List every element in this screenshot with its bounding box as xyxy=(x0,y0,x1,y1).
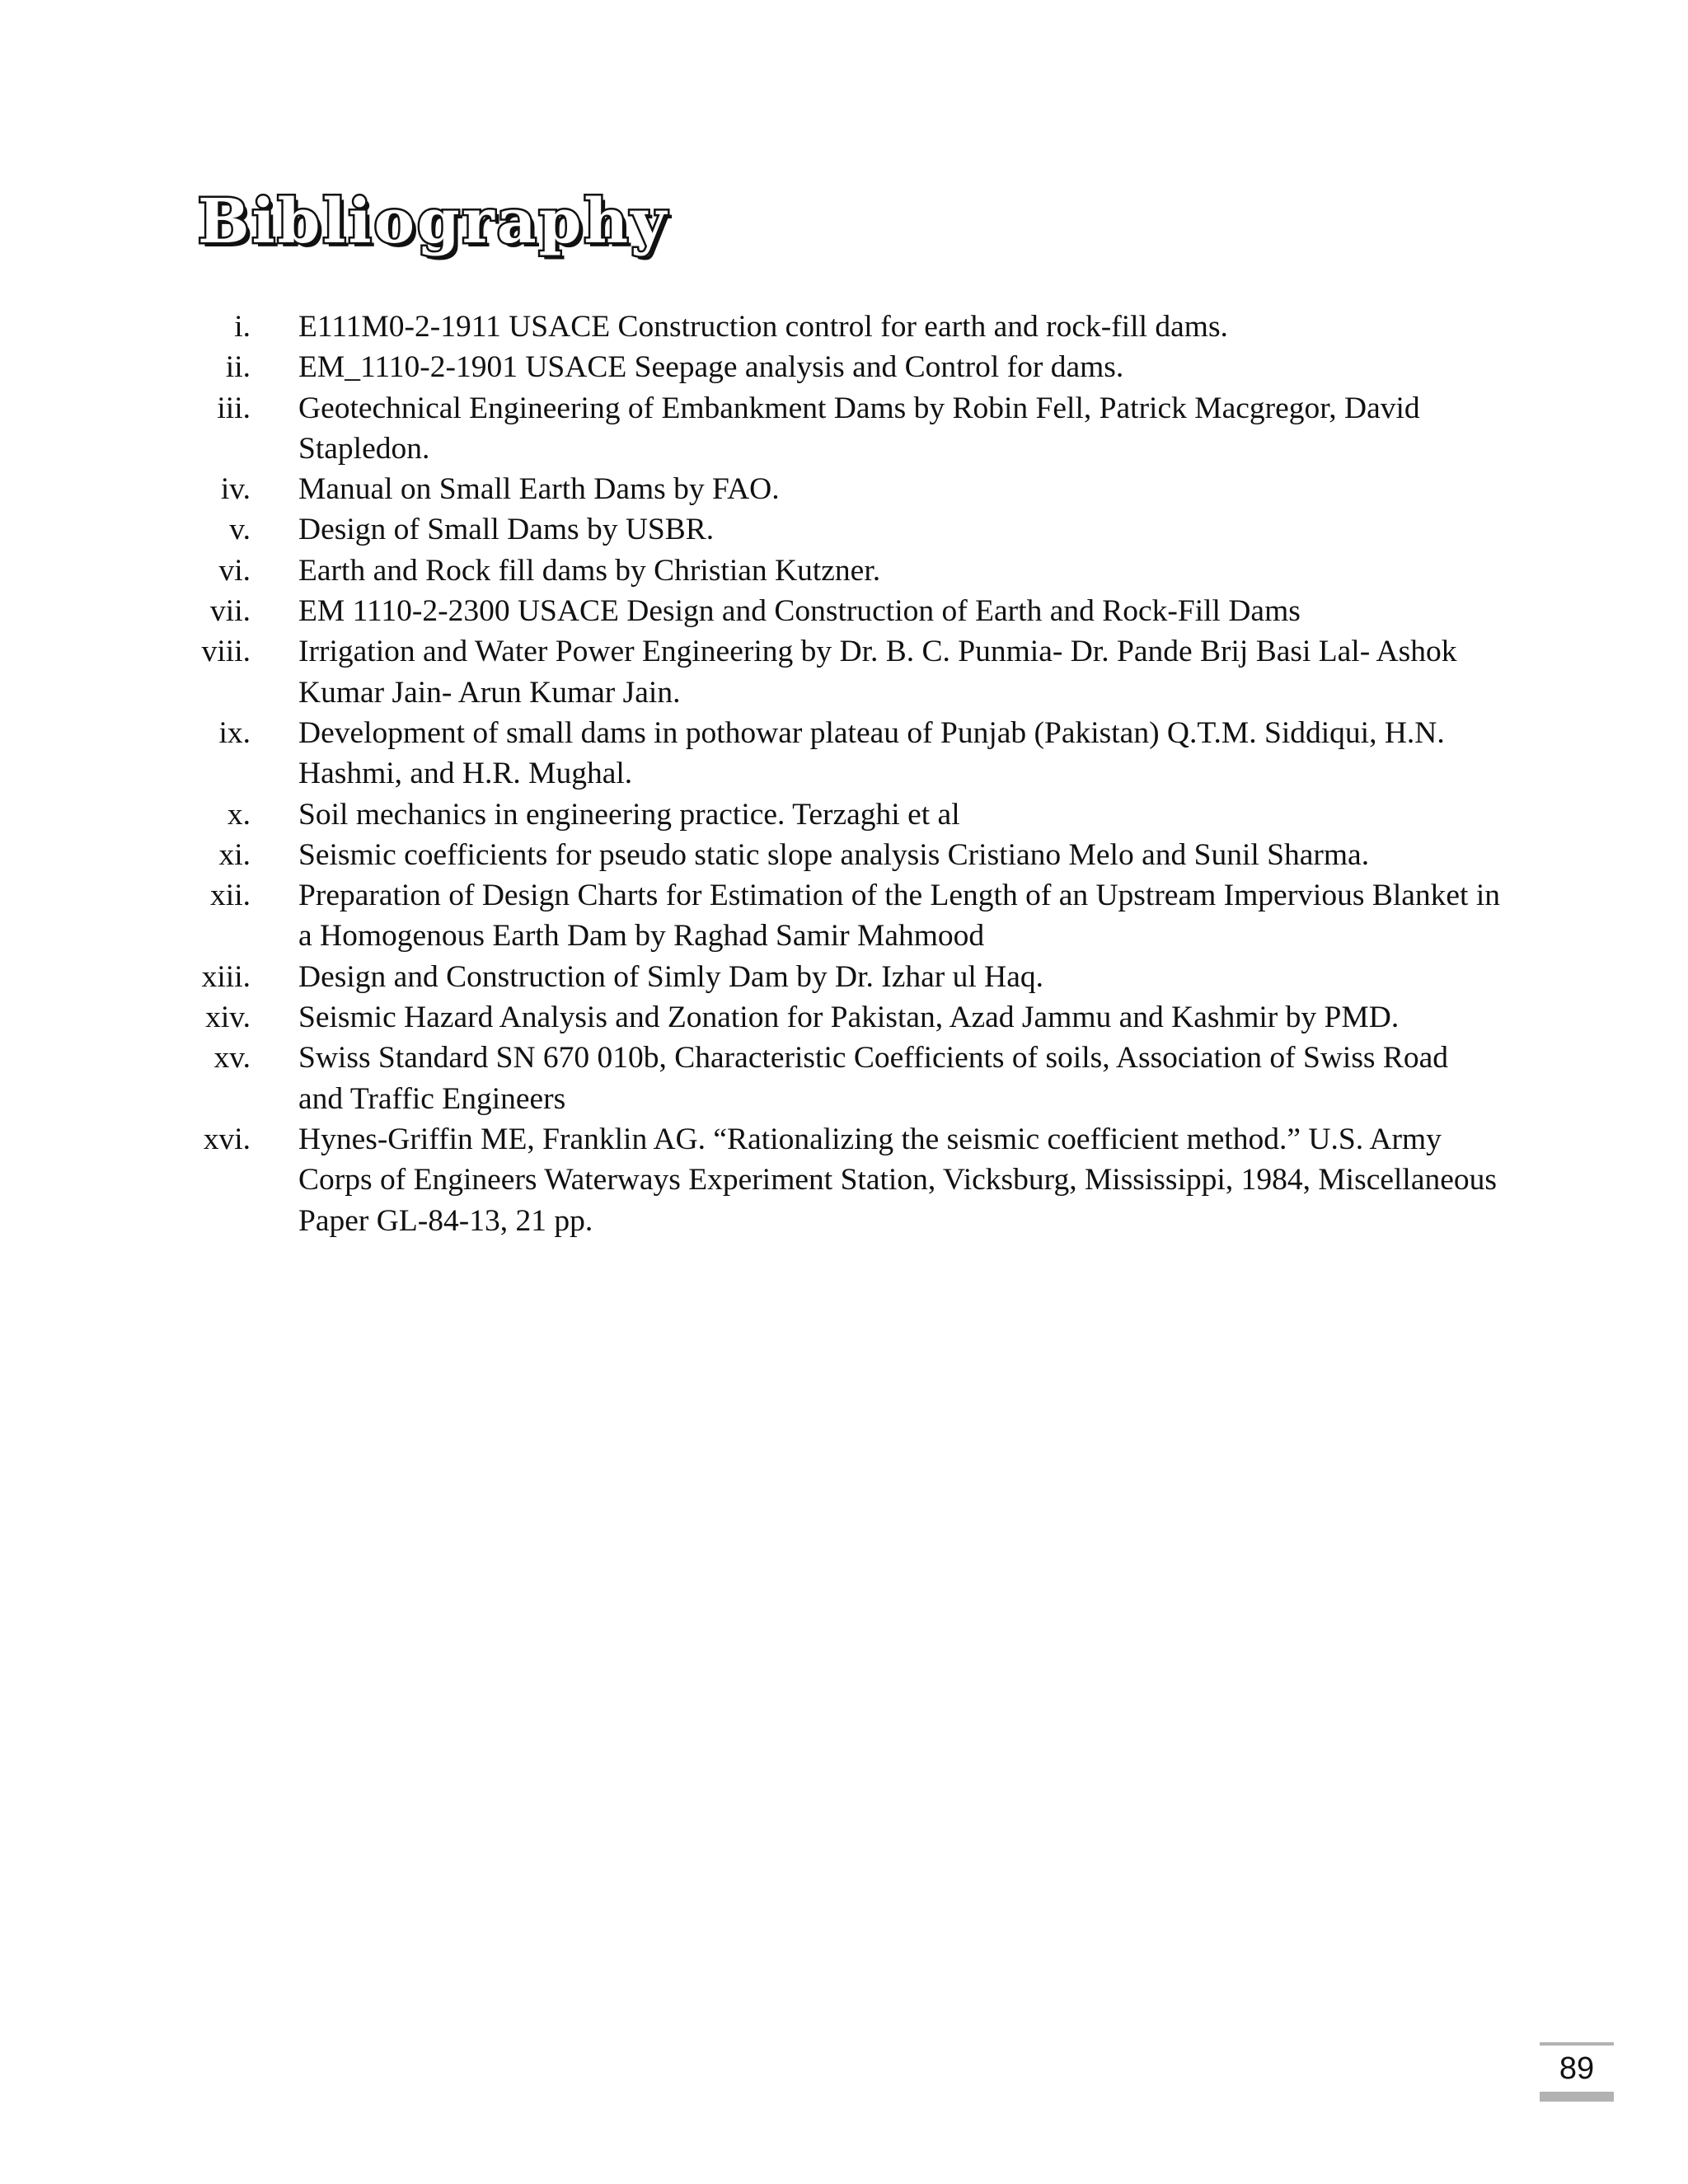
bibliography-entry xyxy=(165,1038,1500,1119)
bibliography-entry xyxy=(165,1119,1500,1241)
entry-text: Hynes-Griffin ME, Franklin AG. “Rationalizing the seismic coefficient method.” U.S. Army Corps of Engineers Waterways Experiment Station, Vicksburg, Mississippi, 1984, Miscellaneous Paper GL-84-13, 21 pp. xyxy=(298,1122,1497,1238)
bibliography-entry xyxy=(165,794,1500,835)
entry-numeral: ix. xyxy=(218,715,251,750)
bibliography-entry xyxy=(165,835,1500,875)
entry-numeral: xi. xyxy=(218,837,251,872)
entry-numeral: ii. xyxy=(225,350,251,385)
entry-text: Development of small dams in pothowar plateau of Punjab (Pakistan) Q.T.M. Siddiqui, H.N. Hashmi, and H.R. Mughal. xyxy=(298,715,1445,791)
entry-text: EM_1110-2-1901 USACE Seepage analysis and Control for dams. xyxy=(298,350,1124,385)
entry-numeral: xv. xyxy=(213,1041,251,1076)
entry-text: Soil mechanics in engineering practice. Terzaghi et al xyxy=(298,797,960,832)
bibliography-entry xyxy=(165,997,1500,1038)
bibliography-entry xyxy=(165,631,1500,713)
entry-text: Design and Construction of Simly Dam by Dr. Izhar ul Haq. xyxy=(298,959,1044,994)
entry-numeral: v. xyxy=(229,513,251,547)
entry-numeral: xiii. xyxy=(201,959,251,994)
entry-text: Swiss Standard SN 670 010b, Characteristic Coefficients of soils, Association of Swiss Road and Traffic Engineers xyxy=(298,1041,1449,1116)
entry-text: Design of Small Dams by USBR. xyxy=(298,513,715,547)
bibliography-entry xyxy=(165,591,1500,631)
entry-text: EM 1110-2-2300 USACE Design and Construction of Earth and Rock-Fill Dams xyxy=(298,594,1301,629)
page-number: 89 xyxy=(1540,2042,1614,2102)
entry-text: E111M0-2-1911 USACE Construction control for earth and rock-fill dams. xyxy=(298,310,1228,344)
entry-text: Seismic coefficients for pseudo static slope analysis Cristiano Melo and Sunil Sharma. xyxy=(298,837,1370,872)
entry-text: Irrigation and Water Power Engineering by Dr. B. C. Punmia- Dr. Pande Brij Basi Lal- Ashok Kumar Jain- Arun Kumar Jain. xyxy=(298,635,1457,710)
entry-numeral: x. xyxy=(227,797,251,832)
bibliography-entry xyxy=(165,957,1500,997)
bibliography-entry xyxy=(165,347,1500,387)
entry-numeral: iv. xyxy=(220,472,251,507)
bibliography-list xyxy=(165,307,1500,1241)
entry-text: Preparation of Design Charts for Estimation of the Length of an Upstream Impervious Blanket in a Homogenous Earth Dam by Raghad Samir Mahmood xyxy=(298,879,1500,954)
entry-text: Manual on Small Earth Dams by FAO. xyxy=(298,472,780,507)
entry-numeral: xiv. xyxy=(205,1001,251,1035)
entry-numeral: i. xyxy=(234,310,251,344)
entry-numeral: xii. xyxy=(210,879,251,913)
entry-numeral: iii. xyxy=(217,391,251,425)
page-heading: Bibliography xyxy=(198,186,669,257)
bibliography-entry xyxy=(165,307,1500,347)
entry-numeral: vii. xyxy=(210,594,251,629)
bibliography-entry xyxy=(165,388,1500,470)
entry-text: Seismic Hazard Analysis and Zonation for Pakistan, Azad Jammu and Kashmir by PMD. xyxy=(298,1001,1400,1035)
bibliography-entry xyxy=(165,875,1500,957)
entry-numeral: viii. xyxy=(201,635,251,669)
bibliography-entry xyxy=(165,551,1500,591)
entry-numeral: vi. xyxy=(218,553,251,588)
entry-text: Geotechnical Engineering of Embankment Dams by Robin Fell, Patrick Macgregor, David Stapledon. xyxy=(298,391,1420,466)
bibliography-entry xyxy=(165,469,1500,509)
bibliography-entry xyxy=(165,509,1500,550)
entry-numeral: xvi. xyxy=(203,1122,251,1156)
bibliography-entry xyxy=(165,713,1500,794)
entry-text: Earth and Rock fill dams by Christian Kutzner. xyxy=(298,553,881,588)
